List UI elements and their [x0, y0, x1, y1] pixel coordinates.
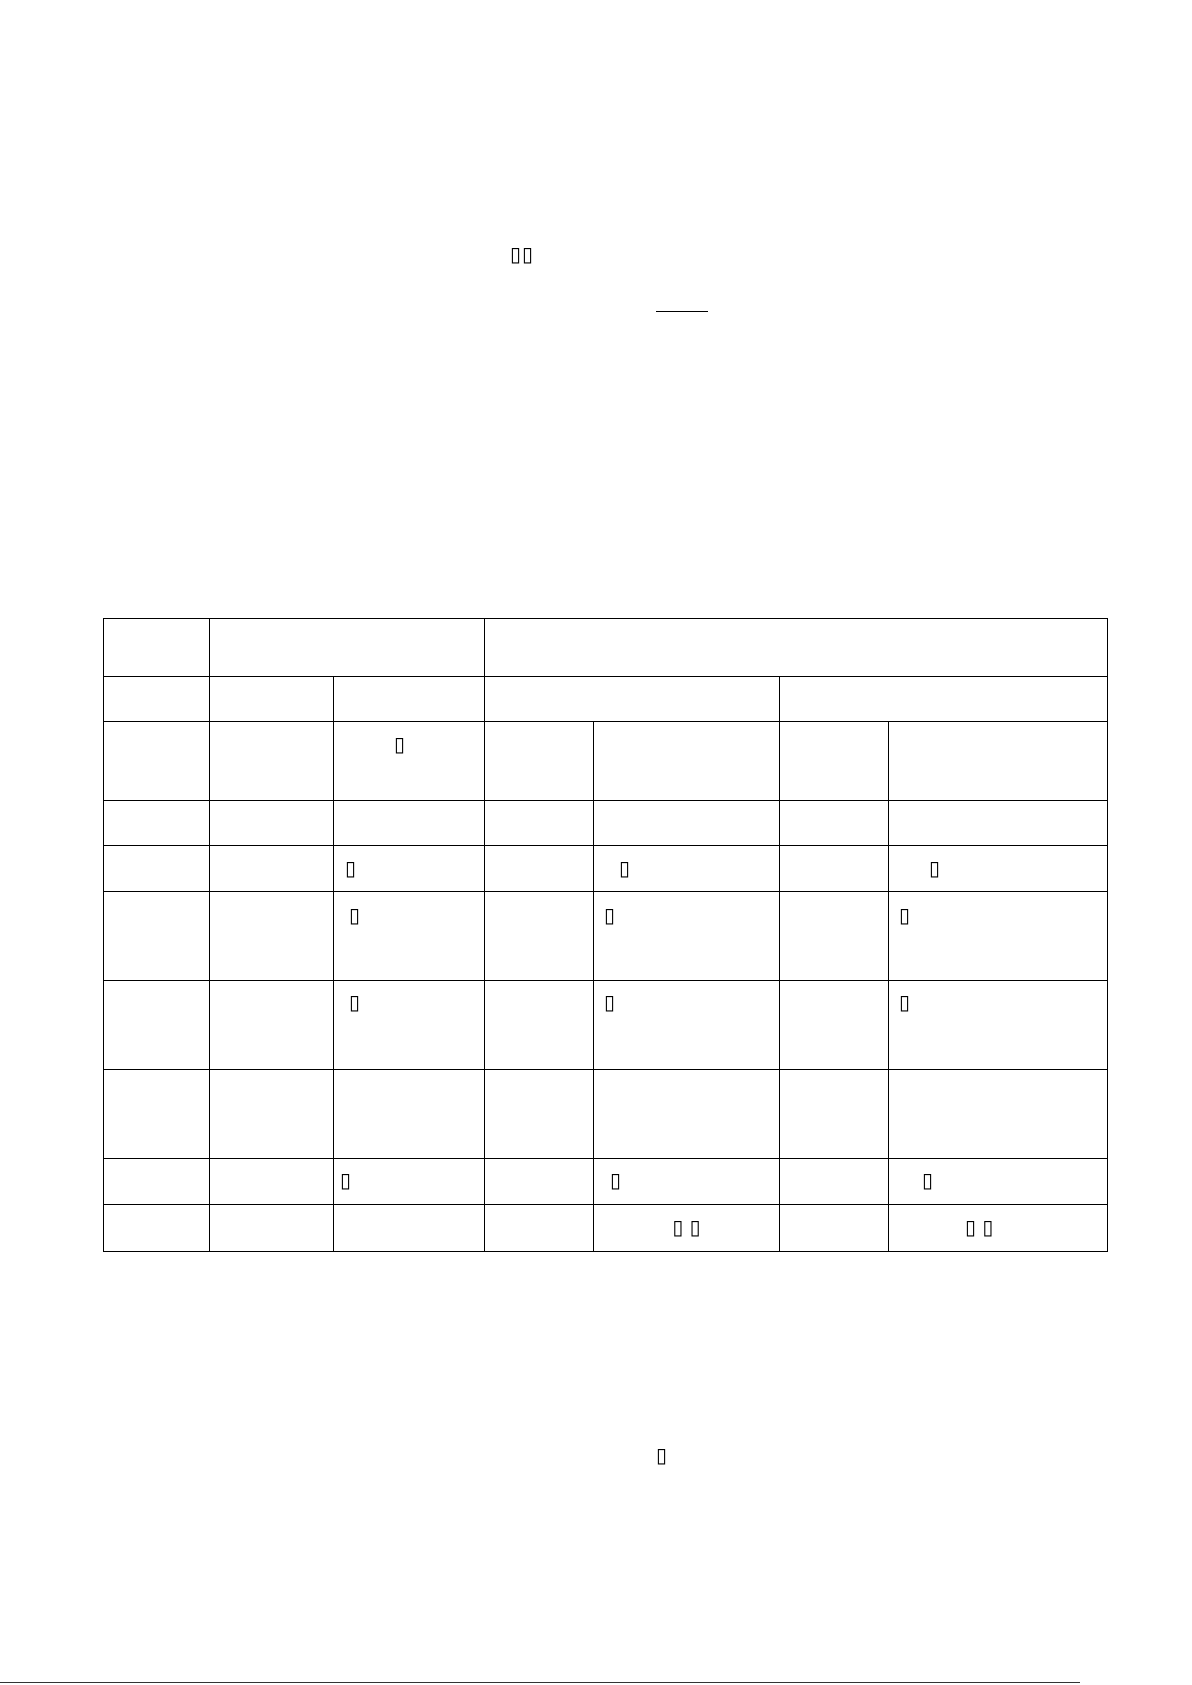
cell-glyph: ▯: [340, 1167, 352, 1192]
table-cell: [334, 891, 485, 980]
table-cell: [485, 981, 594, 1070]
table-cell: [889, 1158, 1108, 1204]
table-cell: [104, 1070, 210, 1158]
table-cell: [334, 800, 485, 845]
table-cell: [104, 891, 210, 980]
footer-rule: [0, 1682, 1080, 1683]
table-cell: [889, 891, 1108, 980]
table-cell: [334, 722, 485, 800]
table-cell: [334, 981, 485, 1070]
cell-glyph: ▯: [929, 855, 941, 880]
table-header-row-2: [104, 677, 1108, 722]
table-cell: [104, 845, 210, 891]
table-header-row-1: [104, 619, 1108, 677]
cell-glyph: ▯: [619, 855, 631, 880]
table-cell: [780, 1070, 889, 1158]
table-cell: [594, 1158, 780, 1204]
table-cell: [780, 981, 889, 1070]
table-cell: [104, 619, 210, 677]
table-cell: [594, 1204, 780, 1251]
document-title: ▯▯: [510, 242, 535, 266]
table-cell: [104, 800, 210, 845]
table-row: [104, 981, 1108, 1070]
table-cell: [210, 1070, 334, 1158]
cell-glyph: ▯: [345, 855, 357, 880]
table-cell: [104, 981, 210, 1070]
table-cell: [594, 981, 780, 1070]
cell-glyph: ▯: [899, 990, 911, 1015]
table-row: [104, 800, 1108, 845]
table-cell: [485, 1204, 594, 1251]
table-cell: [104, 677, 210, 722]
table-cell: [334, 845, 485, 891]
cell-glyph: ▯: [610, 1167, 622, 1192]
table-cell: [210, 845, 334, 891]
table-cell: [334, 1204, 485, 1251]
table-cell: [334, 1070, 485, 1158]
table-row: [104, 845, 1108, 891]
data-table: [103, 618, 1108, 1252]
table-cell: [889, 1070, 1108, 1158]
table-cell: [210, 981, 334, 1070]
table-cell: [889, 981, 1108, 1070]
table-cell: [780, 677, 1108, 722]
table-cell: [780, 722, 889, 800]
table-cell: [210, 800, 334, 845]
table-cell: [594, 845, 780, 891]
cell-glyph: ▯: [604, 902, 616, 927]
table-cell: [780, 891, 889, 980]
table-cell: [210, 1158, 334, 1204]
table-cell: [485, 891, 594, 980]
table-cell: [594, 891, 780, 980]
table-cell: [334, 677, 485, 722]
cell-glyph: ▯: [899, 902, 911, 927]
cell-glyph: ▯: [922, 1167, 934, 1192]
table-cell: [780, 1204, 889, 1251]
table-cell: [104, 1204, 210, 1251]
page-number: ▯: [656, 1443, 668, 1467]
table-cell: [104, 722, 210, 800]
table-cell: [594, 800, 780, 845]
table-cell: [780, 845, 889, 891]
table-cell: [889, 1204, 1108, 1251]
table-cell: [889, 845, 1108, 891]
table-cell: [485, 619, 1108, 677]
table-cell: [594, 1070, 780, 1158]
table-cell: [594, 722, 780, 800]
cell-glyph: ▯: [349, 990, 361, 1015]
cell-glyph: ▯ ▯: [965, 1214, 994, 1239]
cell-glyph: ▯: [394, 732, 406, 757]
table-cell: [210, 891, 334, 980]
table-row: [104, 891, 1108, 980]
cell-glyph: ▯: [349, 902, 361, 927]
table-cell: [334, 1158, 485, 1204]
table-cell: [889, 800, 1108, 845]
table-cell: [485, 677, 780, 722]
table-cell: [485, 1158, 594, 1204]
table-cell: [210, 1204, 334, 1251]
table-cell: [104, 1158, 210, 1204]
table-cell: [210, 722, 334, 800]
table-cell: [889, 722, 1108, 800]
table-row: [104, 1158, 1108, 1204]
table-cell: [485, 1070, 594, 1158]
table-cell: [780, 800, 889, 845]
table-cell: [780, 1158, 889, 1204]
table-row: [104, 1204, 1108, 1251]
cell-glyph: ▯: [604, 990, 616, 1015]
table-row: [104, 1070, 1108, 1158]
cell-glyph: ▯ ▯: [672, 1214, 701, 1239]
title-underline: [656, 311, 708, 312]
table-cell: [485, 722, 594, 800]
table-header-row-3: [104, 722, 1108, 800]
table-cell: [210, 677, 334, 722]
table-cell: [485, 845, 594, 891]
table-cell: [485, 800, 594, 845]
table-cell: [210, 619, 485, 677]
